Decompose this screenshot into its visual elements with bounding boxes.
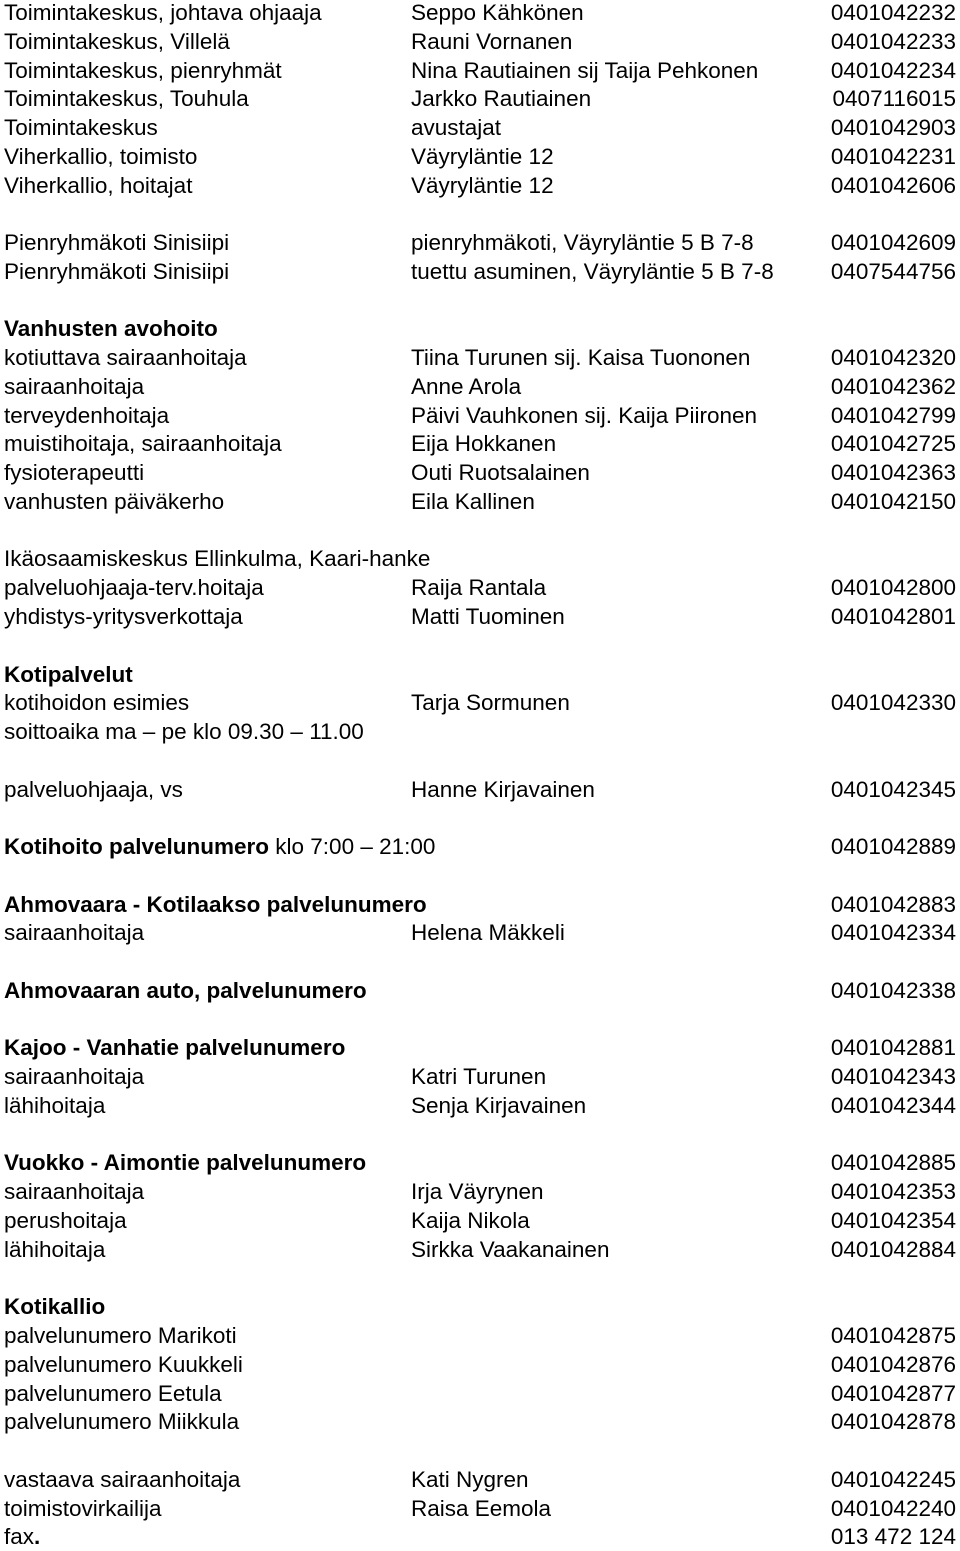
row-contact: Hanne Kirjavainen — [411, 776, 595, 802]
row-label — [4, 28, 230, 56]
directory-row — [4, 919, 956, 947]
row-label — [4, 1236, 105, 1264]
directory-row — [4, 1466, 956, 1494]
section-heading — [4, 661, 133, 689]
row-label-text: palvelunumero Miikkula — [4, 1409, 240, 1435]
row-label — [4, 545, 430, 573]
row-label-text: muistihoitaja, sairaanhoitaja — [4, 431, 282, 457]
row-contact: pienryhmäkoti, Väyryläntie 5 B 7-8 — [411, 230, 754, 256]
row-contact: Kati Nygren — [411, 1466, 529, 1492]
row-label-text: toimistovirkailija — [4, 1495, 162, 1521]
row-phone: 0401042903 — [830, 115, 956, 140]
section-heading — [4, 1293, 105, 1321]
row-phone: 0401042883 — [830, 891, 956, 917]
row-label — [4, 373, 144, 401]
row-label-text: sairaanhoitaja — [4, 920, 145, 946]
directory-row — [4, 315, 956, 343]
row-label-text: terveydenhoitaja — [4, 402, 170, 428]
directory-row — [4, 172, 956, 200]
directory-row — [4, 0, 956, 27]
row-label-text: palveluohjaaja, vs — [4, 776, 183, 802]
row-label — [4, 172, 192, 200]
row-contact: Tiina Turunen sij. Kaisa Tuononen — [411, 345, 751, 371]
row-label — [4, 402, 169, 430]
row-contact: Helena Mäkkeli — [411, 920, 565, 946]
row-phone: 0401042801 — [830, 604, 956, 629]
row-contact: Matti Tuominen — [411, 604, 565, 629]
row-contact: Päivi Vauhkonen sij. Kaija Piironen — [411, 402, 758, 428]
row-phone: 0401042725 — [830, 431, 956, 457]
row-contact: Rauni Vornanen — [411, 28, 573, 54]
row-label-text: Pienryhmäkoti Sinisiipi — [4, 258, 230, 284]
row-label-text: lähihoitaja — [4, 1092, 106, 1118]
row-label — [4, 430, 282, 458]
row-label-text: Kotihoito palvelunumero — [4, 834, 270, 859]
row-phone: 0401042800 — [830, 575, 956, 601]
row-label — [4, 1495, 162, 1523]
row-contact: Nina Rautiainen sij Taija Pehkonen — [411, 57, 759, 83]
directory-row — [4, 28, 956, 56]
row-label-text: palveluohjaaja-terv.hoitaja — [4, 575, 264, 601]
row-phone: 0401042233 — [830, 28, 956, 54]
row-contact: Tarja Sormunen — [411, 690, 570, 716]
row-phone: 0401042231 — [830, 143, 956, 169]
row-contact: Irja Väyrynen — [411, 1179, 544, 1205]
directory-row — [4, 143, 956, 171]
row-phone: 0401042881 — [830, 1035, 956, 1061]
row-phone: 0401042799 — [830, 402, 956, 428]
directory-row — [4, 776, 956, 804]
row-label-text: Toimintakeskus, Touhula — [4, 86, 249, 112]
row-contact: tuettu asuminen, Väyryläntie 5 B 7-8 — [411, 258, 774, 284]
row-label — [4, 57, 282, 85]
row-contact: Sirkka Vaakanainen — [411, 1236, 610, 1262]
row-label-text: Kajoo - Vanhatie palvelunumero — [4, 1035, 346, 1061]
directory-row — [4, 833, 956, 861]
row-label — [4, 776, 183, 804]
directory-row — [4, 258, 956, 286]
directory-row — [4, 1523, 956, 1551]
directory-row — [4, 891, 956, 919]
row-label — [4, 1178, 144, 1206]
row-label-text: soittoaika ma – pe klo 09.30 – 11.00 — [4, 719, 364, 744]
directory-row — [4, 1149, 956, 1177]
row-label-text: Ikäosaamiskeskus Ellinkulma, Kaari-hanke — [4, 546, 431, 572]
row-contact: Eila Kallinen — [411, 488, 535, 514]
row-label — [4, 114, 158, 142]
row-label-text: vanhusten päiväkerho — [4, 488, 225, 514]
section-heading — [4, 891, 427, 919]
row-phone: 0401042245 — [830, 1466, 956, 1492]
row-label-text: palvelunumero Marikoti — [4, 1323, 237, 1348]
row-contact: Seppo Kähkönen — [411, 0, 584, 25]
directory-row — [4, 229, 956, 257]
row-label-text: Vuokko - Aimontie palvelunumero — [4, 1150, 367, 1176]
row-label — [4, 0, 322, 27]
row-label-text: kotihoidon esimies — [4, 690, 190, 716]
row-contact: Väyryläntie 12 — [411, 143, 554, 169]
row-phone: 0401042354 — [830, 1207, 956, 1233]
section-heading — [4, 1149, 366, 1177]
row-phone: 0401042232 — [830, 0, 956, 25]
row-phone: 0401042344 — [830, 1092, 956, 1118]
row-phone: 0401042150 — [830, 488, 956, 514]
row-contact: Eija Hokkanen — [411, 431, 557, 457]
row-contact: Raija Rantala — [411, 575, 547, 601]
row-label — [4, 1466, 240, 1494]
directory-row — [4, 373, 956, 401]
row-label-text: Viherkallio, toimisto — [4, 143, 198, 169]
row-label — [4, 1408, 239, 1436]
row-label-text: vastaava sairaanhoitaja — [4, 1466, 241, 1492]
row-phone: 0401042606 — [830, 172, 956, 198]
row-contact: Senja Kirjavainen — [411, 1092, 587, 1118]
row-label — [4, 1351, 243, 1379]
directory-row — [4, 1034, 956, 1062]
row-label — [4, 1322, 237, 1350]
row-label-text: Viherkallio, hoitajat — [4, 172, 193, 198]
directory-row — [4, 402, 956, 430]
row-label — [4, 1092, 105, 1120]
row-contact: Raisa Eemola — [411, 1495, 552, 1521]
row-label-text: Toimintakeskus, johtava ohjaaja — [4, 0, 322, 25]
row-phone: 0401042343 — [830, 1064, 956, 1090]
directory-row — [4, 1495, 956, 1523]
directory-row — [4, 1322, 956, 1350]
directory-row — [4, 545, 956, 573]
row-label — [4, 919, 144, 947]
row-phone: 0401042878 — [830, 1409, 956, 1435]
row-label — [4, 229, 229, 257]
row-label-text: palvelunumero Kuukkeli — [4, 1351, 243, 1377]
row-phone: 0407116015 — [832, 86, 956, 112]
row-label — [4, 603, 243, 631]
row-label — [4, 718, 364, 746]
row-hours: klo 7:00 – 21:00 — [275, 834, 436, 859]
directory-row — [4, 430, 956, 458]
row-label-text: Toimintakeskus, Villelä — [4, 28, 230, 54]
row-contact: Jarkko Rautiainen — [411, 86, 592, 112]
row-phone: 0401042362 — [830, 373, 956, 399]
row-label — [4, 258, 229, 286]
row-contact: Kaija Nikola — [411, 1207, 530, 1233]
row-label-text: Kotikallio — [4, 1294, 106, 1320]
row-label-dot: . — [34, 1524, 41, 1550]
row-phone: 0401042875 — [830, 1323, 956, 1348]
row-label-text: Pienryhmäkoti Sinisiipi — [4, 230, 230, 256]
row-label — [4, 1380, 222, 1408]
row-label-text: palvelunumero Eetula — [4, 1380, 222, 1406]
row-label-text: fax — [4, 1524, 35, 1550]
directory-row — [4, 114, 956, 142]
row-phone: 0401042363 — [830, 460, 956, 486]
row-phone: 0401042320 — [830, 345, 956, 371]
row-label — [4, 85, 249, 113]
directory-row — [4, 344, 956, 372]
row-label-text: Vanhusten avohoito — [4, 316, 218, 342]
directory-row — [4, 1293, 956, 1321]
row-phone: 0401042609 — [830, 230, 956, 256]
directory-row — [4, 574, 956, 602]
directory-row — [4, 718, 956, 746]
directory-row — [4, 1380, 956, 1408]
row-phone: 0401042877 — [830, 1380, 956, 1406]
row-contact: Anne Arola — [411, 373, 522, 399]
directory-row — [4, 1236, 956, 1264]
row-label — [4, 574, 264, 602]
directory-row — [4, 977, 956, 1005]
row-label — [4, 689, 189, 717]
row-label-text: sairaanhoitaja — [4, 373, 145, 399]
directory-row — [4, 488, 956, 516]
row-label-text: Toimintakeskus, pienryhmät — [4, 57, 282, 83]
directory-row — [4, 689, 956, 717]
directory-row — [4, 1351, 956, 1379]
section-heading — [4, 977, 367, 1005]
row-contact: Väyryläntie 12 — [411, 172, 554, 198]
row-label-text: lähihoitaja — [4, 1236, 106, 1262]
row-label — [4, 1063, 144, 1091]
row-phone: 0401042330 — [830, 690, 956, 716]
row-phone: 0401042338 — [830, 977, 956, 1003]
row-label — [4, 344, 247, 372]
section-heading — [4, 833, 435, 861]
row-phone: 0401042353 — [830, 1179, 956, 1205]
row-label — [4, 1523, 40, 1551]
row-label-text: Kotipalvelut — [4, 661, 133, 687]
directory-row — [4, 85, 956, 113]
row-phone: 013 472 124 — [830, 1524, 956, 1550]
row-label-text: fysioterapeutti — [4, 460, 145, 486]
directory-row — [4, 1063, 956, 1091]
row-label-text: perushoitaja — [4, 1207, 127, 1233]
row-label — [4, 459, 144, 487]
row-phone: 0401042889 — [830, 834, 956, 859]
directory-row — [4, 57, 956, 85]
row-label — [4, 143, 197, 171]
row-label-text: Toimintakeskus — [4, 115, 158, 140]
row-label — [4, 488, 224, 516]
directory-row — [4, 1408, 956, 1436]
directory-row — [4, 661, 956, 689]
row-phone: 0401042234 — [830, 57, 956, 83]
row-label-text: Ahmovaaran auto, palvelunumero — [4, 977, 367, 1003]
row-label-text: Ahmovaara - Kotilaakso palvelunumero — [4, 891, 427, 917]
row-phone: 0401042240 — [830, 1495, 956, 1521]
directory-row — [4, 1092, 956, 1120]
directory-row — [4, 459, 956, 487]
row-phone: 0401042334 — [830, 920, 956, 946]
row-phone: 0401042884 — [830, 1236, 956, 1262]
directory-row — [4, 1207, 956, 1235]
row-label-text: yhdistys-yritysverkottaja — [4, 604, 243, 629]
section-heading — [4, 315, 218, 343]
row-phone: 0407544756 — [830, 258, 956, 284]
row-contact: avustajat — [411, 115, 502, 140]
directory-row — [4, 1178, 956, 1206]
row-label-text: sairaanhoitaja — [4, 1064, 145, 1090]
row-contact: Outi Ruotsalainen — [411, 460, 590, 486]
row-phone: 0401042876 — [830, 1351, 956, 1377]
row-label-text: sairaanhoitaja — [4, 1179, 145, 1205]
row-label — [4, 1207, 127, 1235]
row-label-text: kotiuttava sairaanhoitaja — [4, 345, 247, 371]
section-heading — [4, 1034, 345, 1062]
directory-row — [4, 603, 956, 631]
row-contact: Katri Turunen — [411, 1064, 547, 1090]
row-phone: 0401042885 — [830, 1150, 956, 1176]
row-phone: 0401042345 — [830, 776, 956, 802]
